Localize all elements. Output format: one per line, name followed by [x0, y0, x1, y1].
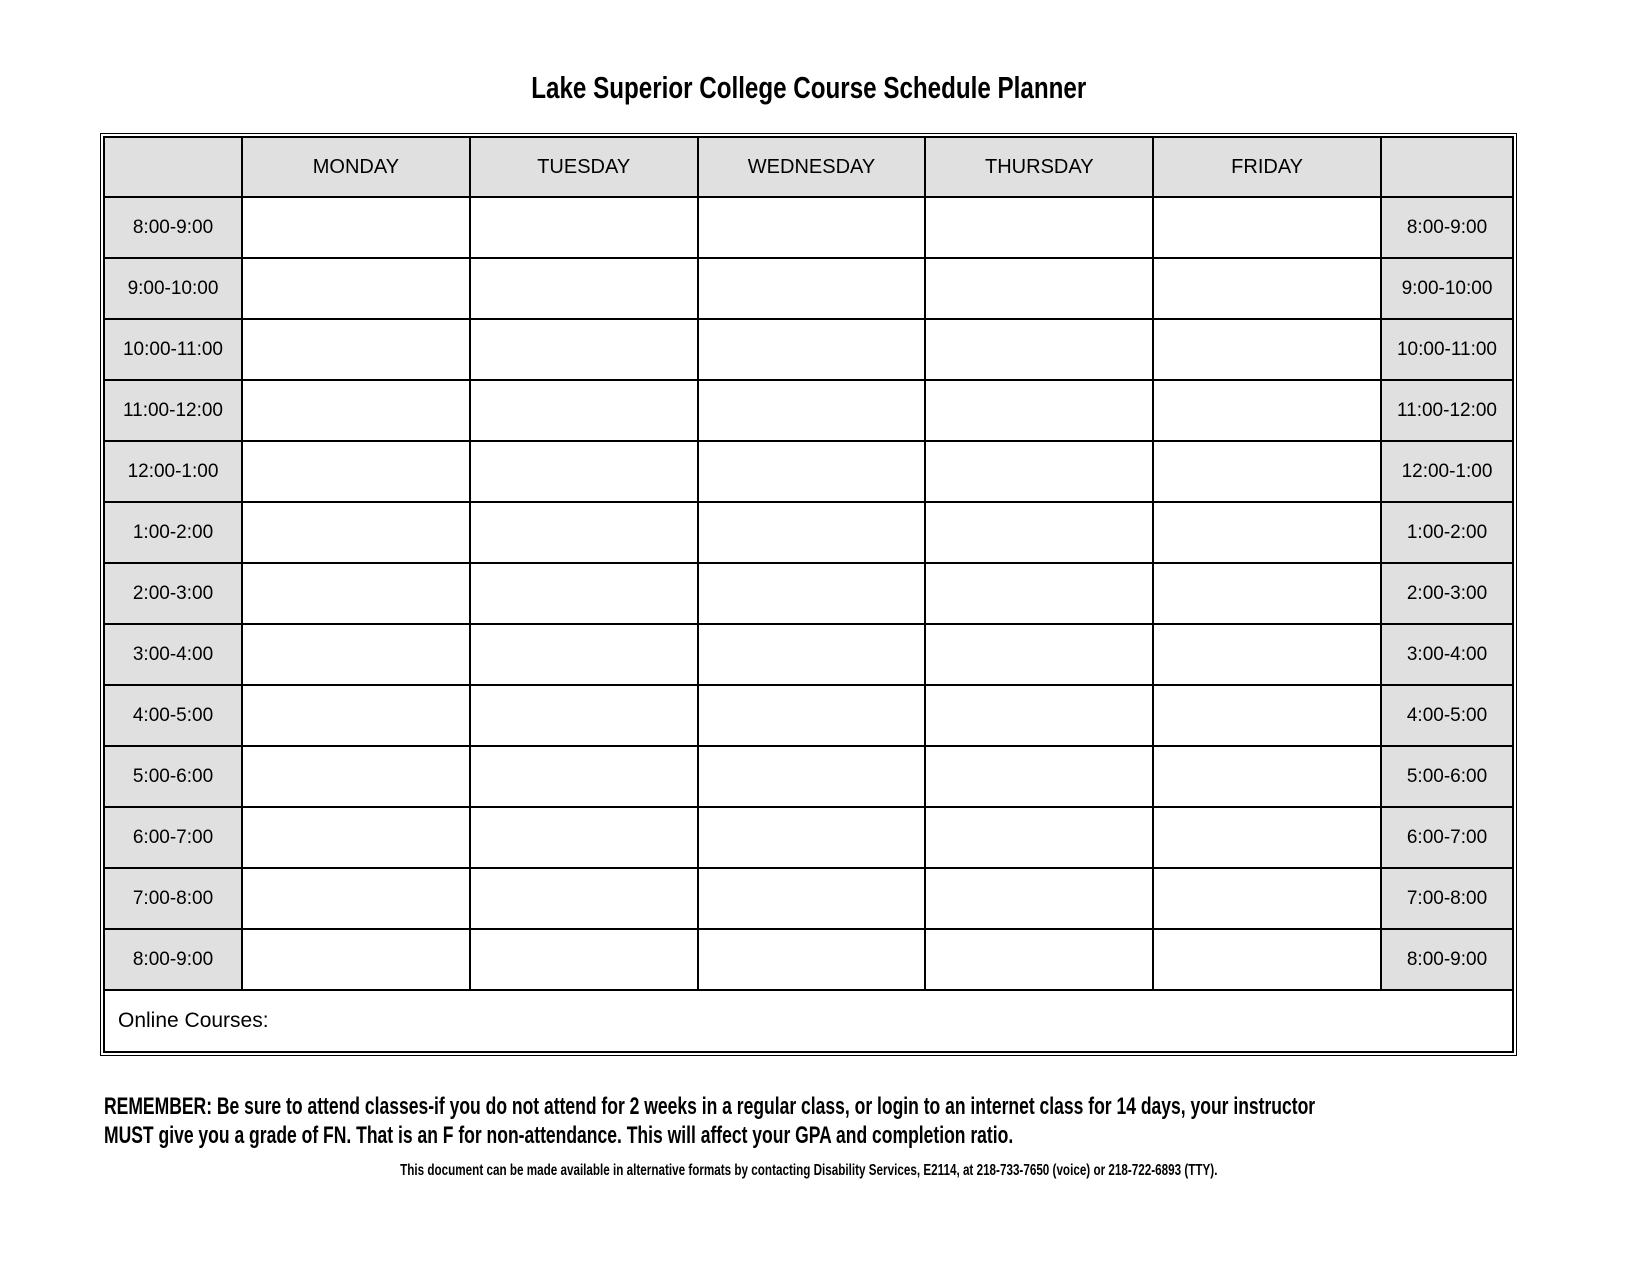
schedule-cell	[698, 319, 926, 380]
time-label-left: 5:00-6:00	[104, 746, 242, 807]
remember-note	[104, 1092, 1564, 1150]
schedule-cell	[1153, 258, 1381, 319]
schedule-cell	[698, 807, 926, 868]
time-label-right: 4:00-5:00	[1381, 685, 1513, 746]
schedule-cell	[470, 502, 698, 563]
schedule-planner-table	[100, 133, 1517, 1056]
schedule-cell	[925, 868, 1153, 929]
time-row	[104, 929, 1513, 990]
time-row	[104, 380, 1513, 441]
time-label-left: 9:00-10:00	[104, 258, 242, 319]
time-row	[104, 746, 1513, 807]
time-label-right: 7:00-8:00	[1381, 868, 1513, 929]
schedule-cell	[698, 441, 926, 502]
schedule-cell	[242, 868, 470, 929]
online-courses-row	[104, 990, 1513, 1052]
schedule-cell	[242, 258, 470, 319]
schedule-cell	[1153, 929, 1381, 990]
schedule-cell	[470, 319, 698, 380]
time-label-right: 9:00-10:00	[1381, 258, 1513, 319]
time-row	[104, 563, 1513, 624]
schedule-cell	[242, 746, 470, 807]
day-header-row	[104, 137, 1513, 197]
schedule-cell	[925, 624, 1153, 685]
time-label-left: 6:00-7:00	[104, 807, 242, 868]
day-header-monday: MONDAY	[242, 137, 470, 197]
time-row	[104, 624, 1513, 685]
schedule-cell	[470, 929, 698, 990]
schedule-cell	[925, 563, 1153, 624]
accessibility-note-text: This document can be made available in alternative formats by contacting Disability Services, E2114, at 218-733-7650 (voice) or 218-722-6893 (TTY).	[399, 1162, 1218, 1179]
time-row	[104, 685, 1513, 746]
time-row	[104, 441, 1513, 502]
time-row	[104, 258, 1513, 319]
schedule-cell	[1153, 197, 1381, 258]
corner-cell-right	[1381, 137, 1513, 197]
schedule-cell	[1153, 746, 1381, 807]
schedule-cell	[1153, 685, 1381, 746]
schedule-cell	[698, 929, 926, 990]
schedule-cell	[242, 929, 470, 990]
time-label-right: 12:00-1:00	[1381, 441, 1513, 502]
time-label-right: 6:00-7:00	[1381, 807, 1513, 868]
time-label-left: 2:00-3:00	[104, 563, 242, 624]
time-row	[104, 807, 1513, 868]
day-header-friday: FRIDAY	[1153, 137, 1381, 197]
day-header-wednesday: WEDNESDAY	[698, 137, 926, 197]
time-label-right: 1:00-2:00	[1381, 502, 1513, 563]
remember-note-line2: MUST give you a grade of FN. That is an F for non-attendance. This will affect your GPA and completion ratio.	[104, 1122, 1014, 1149]
schedule-cell	[1153, 380, 1381, 441]
schedule-cell	[470, 868, 698, 929]
time-row	[104, 319, 1513, 380]
schedule-cell	[1153, 319, 1381, 380]
schedule-cell	[242, 685, 470, 746]
schedule-cell	[242, 380, 470, 441]
schedule-cell	[470, 258, 698, 319]
schedule-cell	[242, 807, 470, 868]
schedule-cell	[925, 685, 1153, 746]
day-header-thursday: THURSDAY	[925, 137, 1153, 197]
time-label-right: 3:00-4:00	[1381, 624, 1513, 685]
schedule-cell	[1153, 624, 1381, 685]
schedule-cell	[925, 197, 1153, 258]
time-label-left: 1:00-2:00	[104, 502, 242, 563]
schedule-cell	[698, 624, 926, 685]
schedule-cell	[925, 929, 1153, 990]
time-label-right: 11:00-12:00	[1381, 380, 1513, 441]
schedule-cell	[925, 258, 1153, 319]
schedule-cell	[698, 258, 926, 319]
schedule-cell	[698, 563, 926, 624]
schedule-cell	[1153, 868, 1381, 929]
schedule-cell	[470, 746, 698, 807]
time-label-left: 4:00-5:00	[104, 685, 242, 746]
accessibility-note	[100, 1162, 1517, 1180]
time-label-left: 12:00-1:00	[104, 441, 242, 502]
schedule-cell	[470, 685, 698, 746]
time-label-right: 8:00-9:00	[1381, 197, 1513, 258]
time-label-right: 2:00-3:00	[1381, 563, 1513, 624]
schedule-cell	[925, 746, 1153, 807]
schedule-cell	[925, 441, 1153, 502]
schedule-cell	[925, 380, 1153, 441]
time-label-left: 7:00-8:00	[104, 868, 242, 929]
day-header-tuesday: TUESDAY	[470, 137, 698, 197]
time-label-left: 11:00-12:00	[104, 380, 242, 441]
schedule-cell	[698, 380, 926, 441]
time-label-right: 8:00-9:00	[1381, 929, 1513, 990]
schedule-cell	[925, 502, 1153, 563]
schedule-cell	[698, 868, 926, 929]
schedule-cell	[470, 563, 698, 624]
schedule-cell	[470, 807, 698, 868]
schedule-cell	[470, 441, 698, 502]
time-label-left: 3:00-4:00	[104, 624, 242, 685]
schedule-cell	[242, 197, 470, 258]
schedule-cell	[242, 319, 470, 380]
planner-grid	[103, 136, 1514, 1053]
schedule-cell	[1153, 441, 1381, 502]
time-label-right: 10:00-11:00	[1381, 319, 1513, 380]
schedule-cell	[470, 380, 698, 441]
schedule-cell	[242, 624, 470, 685]
time-row	[104, 197, 1513, 258]
time-label-left: 10:00-11:00	[104, 319, 242, 380]
schedule-cell	[470, 624, 698, 685]
schedule-cell	[1153, 502, 1381, 563]
schedule-cell	[470, 197, 698, 258]
online-courses-label: Online Courses:	[104, 990, 1513, 1052]
time-row	[104, 502, 1513, 563]
time-label-right: 5:00-6:00	[1381, 746, 1513, 807]
time-label-left: 8:00-9:00	[104, 197, 242, 258]
schedule-cell	[698, 197, 926, 258]
schedule-cell	[698, 746, 926, 807]
page-title-text: Lake Superior College Course Schedule Planner	[531, 70, 1086, 105]
schedule-cell	[242, 502, 470, 563]
schedule-cell	[698, 502, 926, 563]
schedule-cell	[242, 441, 470, 502]
schedule-cell	[925, 319, 1153, 380]
remember-note-line1: REMEMBER: Be sure to attend classes-if you do not attend for 2 weeks in a regular class, or login to an internet class for 14 days, your instructor	[104, 1093, 1316, 1120]
schedule-cell	[698, 685, 926, 746]
schedule-cell	[1153, 807, 1381, 868]
time-label-left: 8:00-9:00	[104, 929, 242, 990]
schedule-cell	[925, 807, 1153, 868]
schedule-cell	[242, 563, 470, 624]
time-row	[104, 868, 1513, 929]
schedule-cell	[1153, 563, 1381, 624]
page-title	[100, 70, 1517, 106]
corner-cell-left	[104, 137, 242, 197]
